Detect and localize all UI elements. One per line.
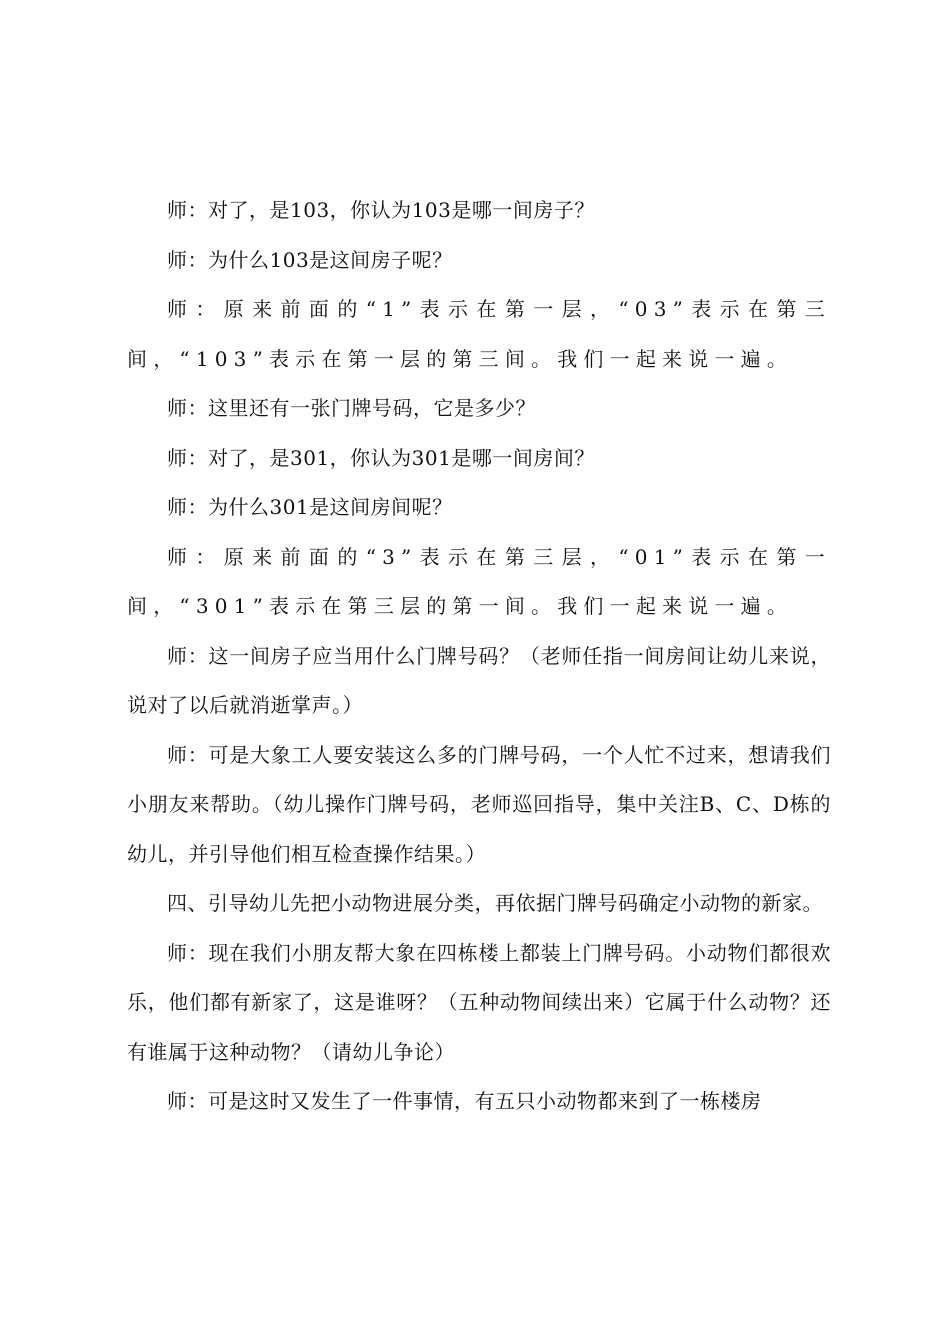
paragraph-7: 师：原来前面的“3”表示在第三层，“01”表示在第一间，“301”表示在第三层的第一间。我们一起来说一遍。	[127, 544, 831, 618]
paragraph-9: 师：可是大象工人要安装这么多的门牌号码，一个人忙不过来，想请我们小朋友来帮助。（幼儿操作门牌号码，老师巡回指导，集中关注B、C、D栋的幼儿，并引导他们相互检查操作结果。）	[127, 742, 831, 866]
paragraph-6: 师：为什么301是这间房间呢？	[167, 495, 453, 519]
paragraph-5: 师：对了，是301，你认为301是哪一间房间？	[167, 445, 595, 470]
document-page	[127, 186, 831, 1127]
paragraph-2: 师：为什么103是这间房子呢？	[167, 247, 453, 272]
paragraph-1: 师：对了，是103，你认为103是哪一间房子？	[167, 198, 595, 222]
paragraph-10: 四、引导幼儿先把小动物进展分类，再依据门牌号码确定小动物的新家。	[167, 891, 823, 915]
paragraph-11: 师：现在我们小朋友帮大象在四栋楼上都装上门牌号码。小动物们都很欢乐，他们都有新家了，这是谁呀？（五种动物间续出来）它属于什么动物？还有谁属于这种动物？（请幼儿争论）	[127, 940, 831, 1064]
paragraph-4: 师：这里还有一张门牌号码，它是多少？	[167, 396, 536, 420]
paragraph-12: 师：可是这时又发生了一件事情，有五只小动物都来到了一栋楼房	[167, 1089, 762, 1113]
paragraph-3: 师：原来前面的“1”表示在第一层，“03”表示在第三间，“103”表示在第一层的第三间。我们一起来说一遍。	[127, 297, 831, 371]
paragraph-8: 师：这一间房子应当用什么门牌号码？（老师任指一间房间让幼儿来说，说对了以后就消逝掌声。）	[127, 643, 831, 717]
